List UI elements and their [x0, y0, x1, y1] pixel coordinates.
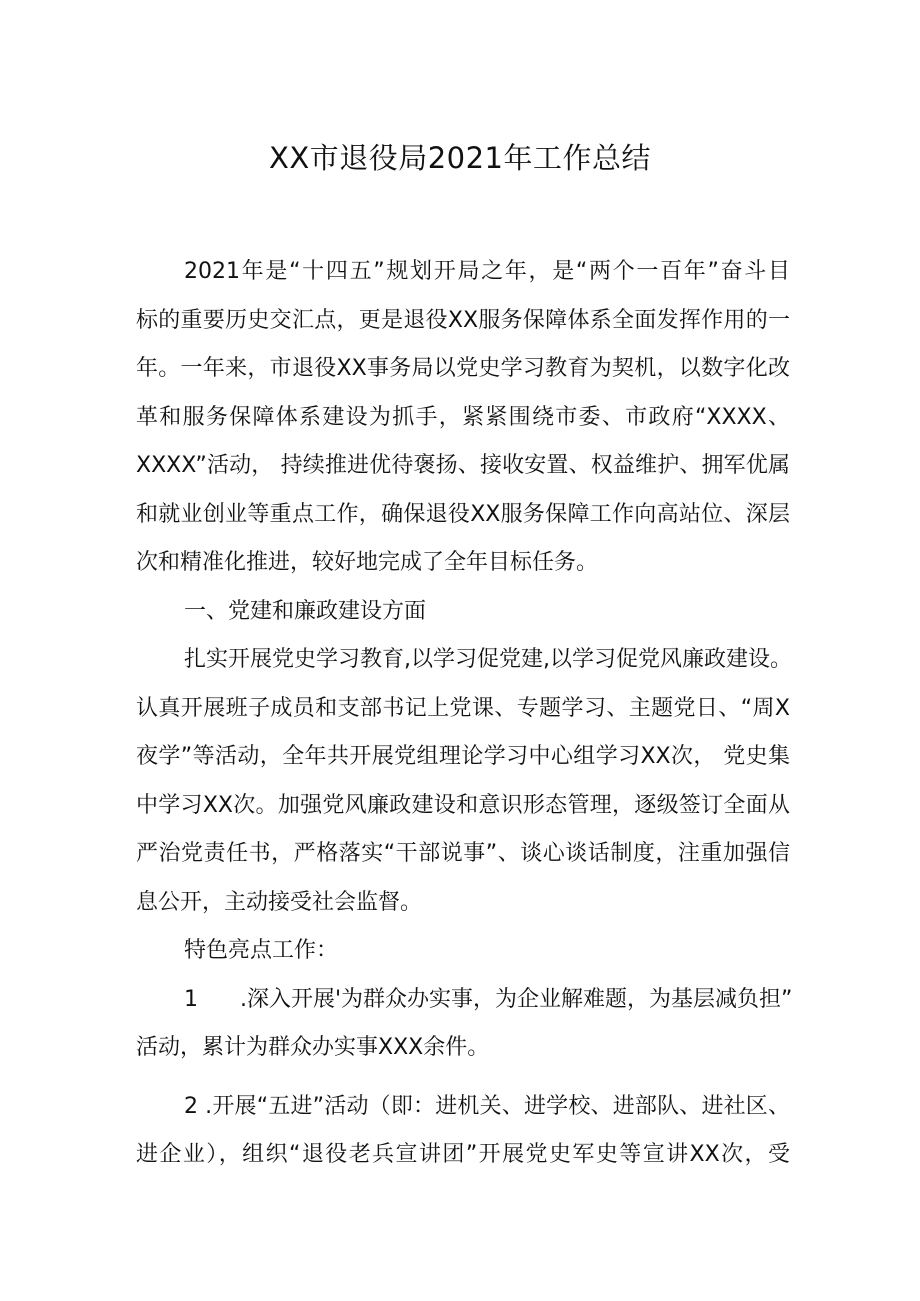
paragraph-gap: [136, 1073, 790, 1083]
highlight-item-1: [136, 976, 793, 1073]
document-body: [136, 248, 793, 1180]
document-title: XX市退役局2021年工作总结: [268, 141, 652, 175]
section-heading-party-building: 一、党建和廉政建设方面: [184, 598, 427, 624]
section1-line-6: 息公开，主动接受社会监督。: [136, 889, 423, 915]
intro-line-2: 标的重要历史交汇点，更是退役XX服务保障体系全面发挥作用的一: [136, 307, 790, 333]
highlight-item-2: [136, 1083, 790, 1180]
highlight-item-1-line-1: [136, 976, 793, 1025]
section1-line-1: 扎实开展党史学习教育,以学习促党建,以学习促党风廉政建设。: [184, 647, 792, 672]
intro-line-3: 年。一年来，市退役XX事务局以党史学习教育为契机，以数字化改: [136, 356, 790, 381]
intro-line-1: 2021年是“十四五”规划开局之年，是“两个一百年”奋斗目: [184, 259, 790, 284]
intro-line-4: 革和服务保障体系建设为抓手，紧紧围绕市委、市政府“XXXX、: [136, 404, 790, 430]
highlight-item-1-text: .深入开展'为群众办实事，为企业解难题，为基层减负担”: [240, 986, 793, 1012]
intro-line-6: 和就业创业等重点工作，确保退役XX服务保障工作向高站位、深层: [136, 501, 790, 527]
intro-paragraph: [136, 248, 790, 588]
intro-line-5: XXXX”活动， 持续推进优待褒扬、接收安置、权益维护、拥军优属: [136, 453, 790, 478]
section1-line-4: 中学习XX次。加强党风廉政建设和意识形态管理，逐级签订全面从: [136, 792, 790, 818]
highlight-item-2-line-1: 2 .开展“五进”活动（即：进机关、进学校、进部队、进社区、: [184, 1093, 790, 1119]
highlight-item-2-line-2: 进企业），组织“退役老兵宣讲团”开展党史军史等宣讲XX次，受: [136, 1142, 790, 1167]
section1-line-2: 认真开展班子成员和支部书记上党课、专题学习、主题党日、“周X: [136, 695, 790, 721]
section1-line-5: 严治党责任书，严格落实“干部说事”、谈心谈话制度，注重加强信: [136, 841, 790, 866]
section1-paragraph: [136, 636, 790, 927]
highlight-item-1-number: 1: [184, 986, 198, 1012]
section1-line-3: 夜学”等活动，全年共开展党组理论学习中心组学习XX次， 党史集: [136, 744, 790, 769]
intro-line-7: 次和精准化推进，较好地完成了全年目标任务。: [136, 550, 599, 575]
highlight-item-1-line-2: 活动，累计为群众办实事XXX余件。: [136, 1035, 490, 1060]
highlights-heading: 特色亮点工作：: [184, 938, 339, 963]
